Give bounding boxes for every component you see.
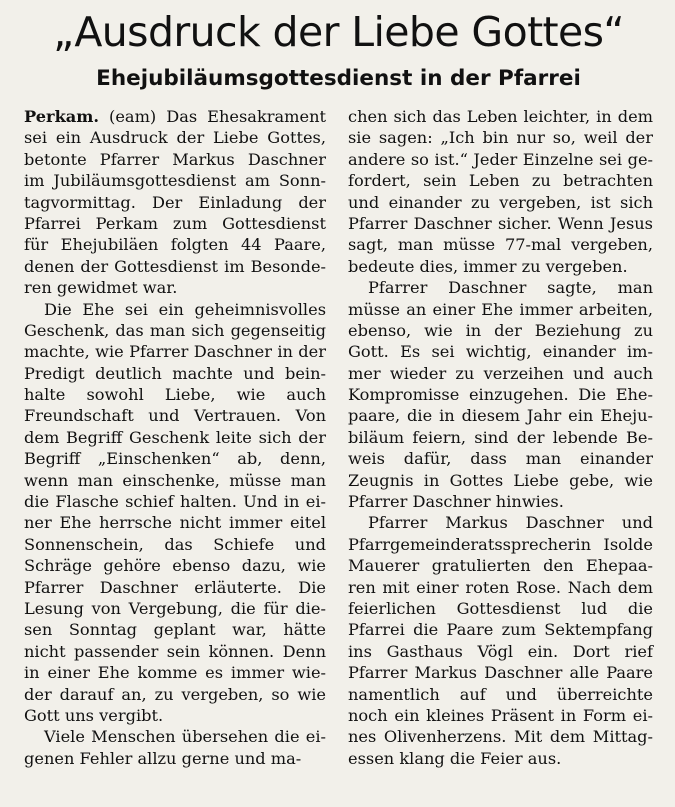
article-body xyxy=(24,106,653,769)
text-line: Die Ehe sei ein geheimnisvolles xyxy=(44,299,326,319)
article-paragraph xyxy=(24,299,326,727)
article-subheadline: Ehejubiläumsgottesdienst in der Pfarrei xyxy=(96,66,581,91)
text-line: sei ein Ausdruck der Liebe Gottes, xyxy=(24,128,326,148)
text-line: betonte Pfarrer Markus Daschner xyxy=(24,149,326,169)
article-headline: „Ausdruck der Liebe Gottes“ xyxy=(52,8,625,56)
text-line: die Flasche schief halten. Und in ei- xyxy=(24,492,326,512)
article-paragraph xyxy=(348,512,653,769)
text-line: Pfarrer Daschner erläuterte. Die xyxy=(24,577,326,597)
text-line: Lesung von Vergebung, die für die- xyxy=(24,598,326,618)
text-line: müsse an einer Ehe immer arbeiten, xyxy=(348,299,653,319)
text-line: im Jubiläumsgottesdienst am Sonn- xyxy=(24,171,326,191)
text-line: ins Gasthaus Vögl ein. Dort rief xyxy=(348,641,653,661)
text-line: sen Sonntag geplant war, hätte xyxy=(24,620,326,640)
text-line: ren mit einer roten Rose. Nach dem xyxy=(348,577,653,597)
text-line: Gott. Es sei wichtig, einander im- xyxy=(348,342,653,362)
text-line: Pfarrer Markus Daschner und xyxy=(368,513,653,533)
text-line: tagvormittag. Der Einladung der xyxy=(24,192,326,212)
text-line: nes Olivenherzens. Mit dem Mittag- xyxy=(348,727,653,747)
text-line: genen Fehler allzu gerne und ma- xyxy=(24,748,302,768)
text-line: machte, wie Pfarrer Daschner in der xyxy=(24,342,326,362)
text-line: nicht passender sein können. Denn xyxy=(24,641,326,661)
text-line: Schräge gehöre ebenso dazu, wie xyxy=(24,556,326,576)
text-line: der darauf an, zu vergeben, so wie xyxy=(24,684,326,704)
text-line: fordert, sein Leben zu betrachten xyxy=(348,171,653,191)
text-line: für Ehejubiläen folgten 44 Paare, xyxy=(24,235,326,255)
article-paragraph xyxy=(348,277,653,512)
text-line: Pfarrgemeinderatssprecherin Isolde xyxy=(348,534,653,554)
text-line: chen sich das Leben leichter, in dem xyxy=(348,107,653,126)
text-line: andere so ist.“ Jeder Einzelne sei ge- xyxy=(348,149,653,169)
text-line: namentlich auf und überreichte xyxy=(348,684,653,704)
text-line: Kompromisse einzugehen. Die Ehe- xyxy=(348,385,653,405)
text-line: Perkam. (eam) Das Ehesakrament xyxy=(24,107,326,126)
text-line: ebenso, wie in der Beziehung zu xyxy=(348,320,653,340)
text-line: mer wieder zu verzeihen und auch xyxy=(348,363,653,383)
text-line: in einer Ehe komme es immer wie- xyxy=(24,663,326,683)
left-column xyxy=(24,106,326,769)
text-line: Pfarrer Daschner sagte, man xyxy=(368,278,653,298)
text-line: sagt, man müsse 77-mal vergeben, xyxy=(348,235,653,255)
text-line: Predigt deutlich machte und bein- xyxy=(24,363,326,383)
text-line: Pfarrer Daschner hinwies. xyxy=(348,492,564,512)
text-line: wenn man einschenke, müsse man xyxy=(24,470,326,490)
article-paragraph xyxy=(348,106,653,277)
text-line: halte sowohl Liebe, wie auch xyxy=(24,385,326,405)
text-line: Pfarrei Perkam zum Gottesdienst xyxy=(24,213,326,233)
text-line: Geschenk, das man sich gegenseitig xyxy=(24,320,326,340)
text-line: biläum feiern, sind der lebende Be- xyxy=(348,427,653,447)
text-line: Pfarrer Daschner sicher. Wenn Jesus xyxy=(348,213,653,233)
text-line: essen klang die Feier aus. xyxy=(348,748,562,768)
text-line: Zeugnis in Gottes Liebe gebe, wie xyxy=(348,470,653,490)
article-paragraph xyxy=(24,106,326,299)
text-line: Pfarrei die Paare zum Sektempfang xyxy=(348,620,653,640)
text-line: dem Begriff Geschenk leite sich der xyxy=(24,427,326,447)
dateline: Perkam. xyxy=(24,107,100,126)
text-line: Freundschaft und Vertrauen. Von xyxy=(24,406,326,426)
text-line: bedeute dies, immer zu vergeben. xyxy=(348,256,628,276)
article-paragraph xyxy=(24,726,326,769)
text-line: ren gewidmet war. xyxy=(24,278,178,298)
text-line: Begriff „Einschenken“ ab, denn, xyxy=(24,449,326,469)
text-line: noch ein kleines Präsent in Form ei- xyxy=(348,705,653,725)
text-line: weis dafür, dass man einander xyxy=(348,449,653,469)
text-line: paare, die in diesem Jahr ein Eheju- xyxy=(348,406,653,426)
text-line: Gott uns vergibt. xyxy=(24,705,164,725)
text-line: Sonnenschein, das Schiefe und xyxy=(24,534,326,554)
text-line: feierlichen Gottesdienst lud die xyxy=(348,598,653,618)
text-line: sie sagen: „Ich bin nur so, weil der xyxy=(348,128,653,148)
text-line: denen der Gottesdienst im Besonde- xyxy=(24,256,326,276)
right-column xyxy=(348,106,653,769)
text-line: Viele Menschen übersehen die ei- xyxy=(44,727,326,747)
text-line: ner Ehe herrsche nicht immer eitel xyxy=(24,513,326,533)
text-line: Pfarrer Markus Daschner alle Paare xyxy=(348,663,653,683)
text-line: Mauerer gratulierten den Ehepaa- xyxy=(348,556,653,576)
text-line: und einander zu vergeben, ist sich xyxy=(348,192,653,212)
